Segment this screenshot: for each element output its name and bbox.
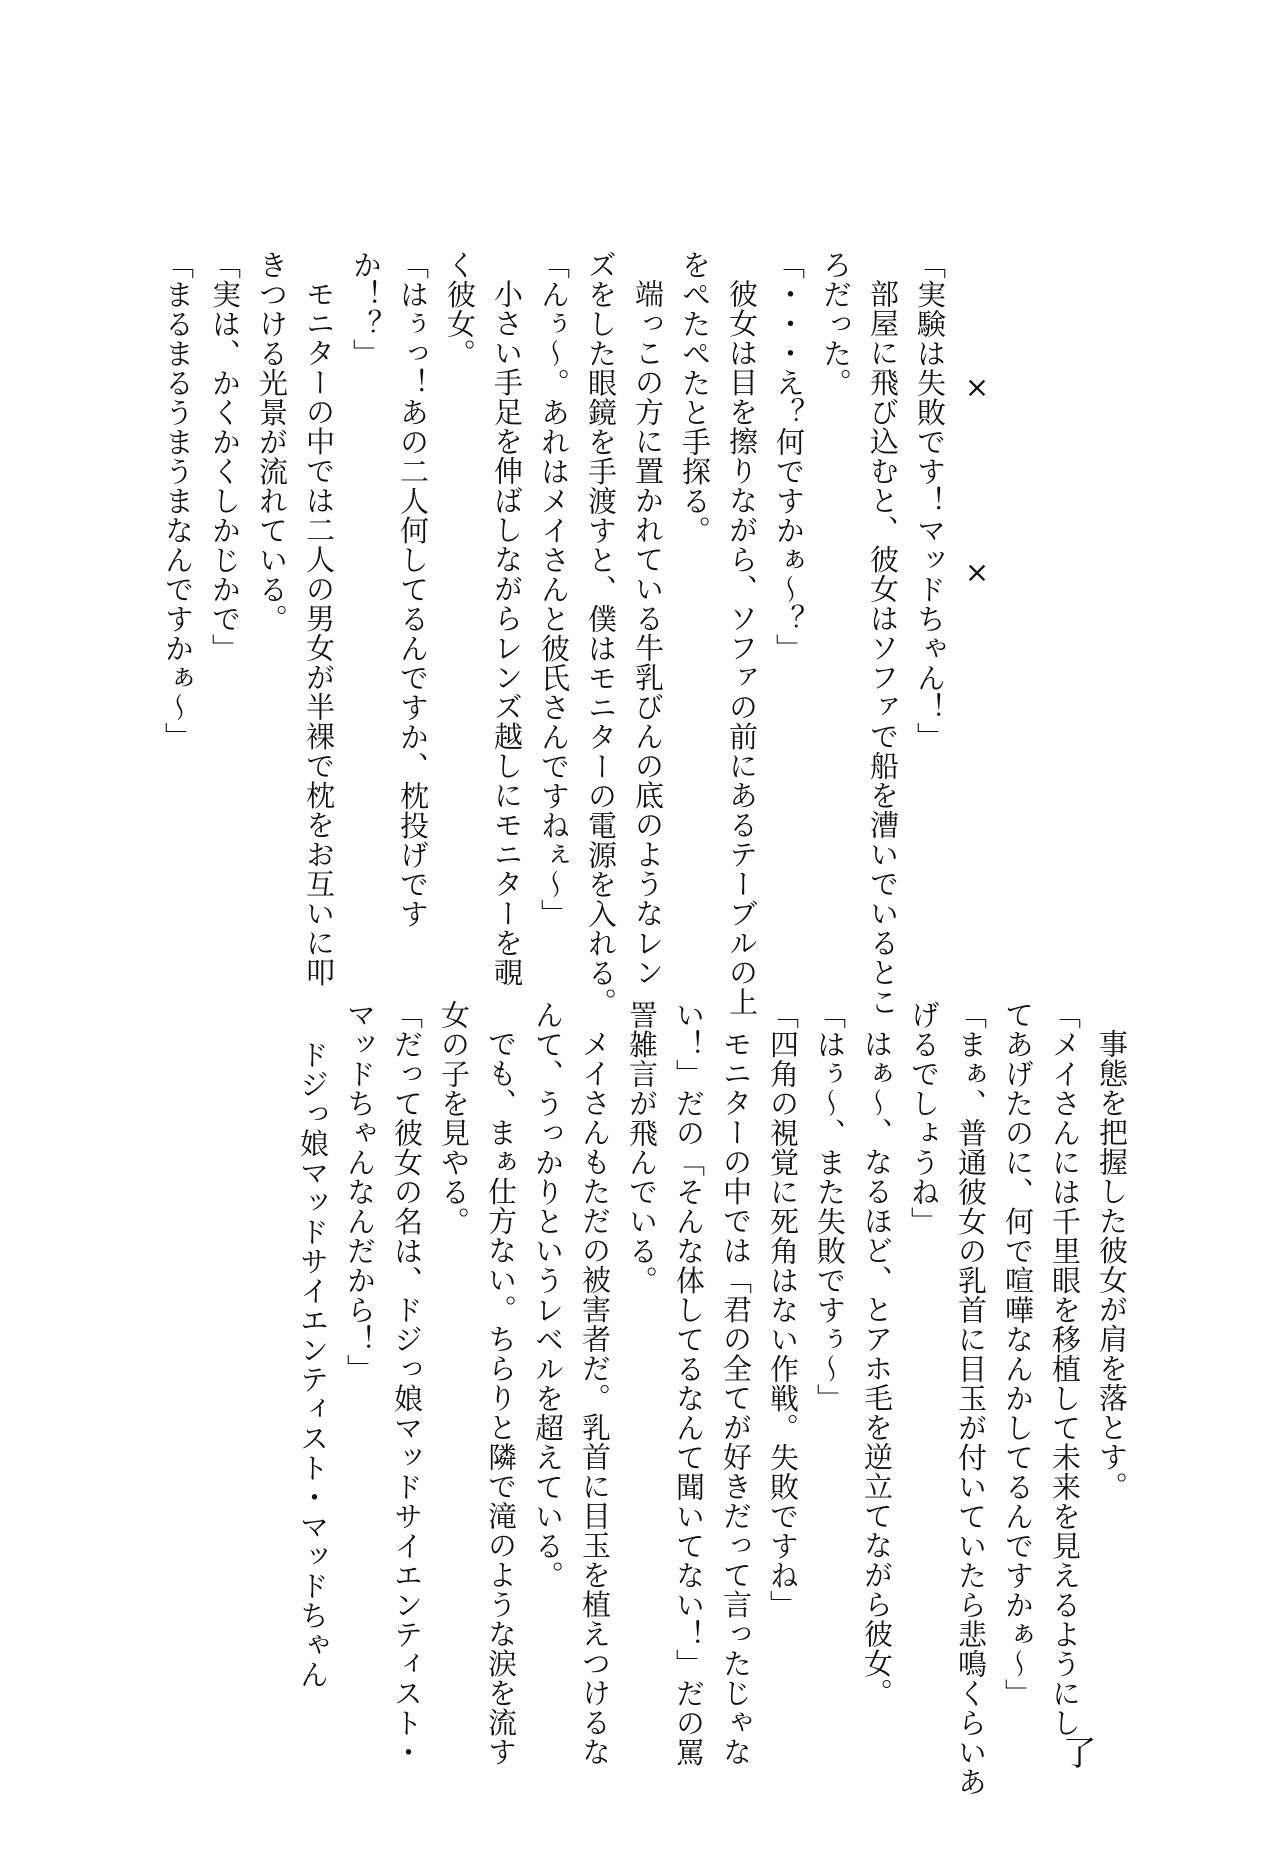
story-line: モニターの中では「君の全てが好きだって言ったじゃな (719, 1029, 753, 1767)
story-line: マッドちゃんなんだから！」 (343, 1000, 377, 1384)
story-line: 「まるまるうまうまなんですかぁ〜」 (161, 250, 195, 752)
story-line: く彼女。 (443, 250, 477, 368)
story-line: ろだった。 (819, 250, 853, 398)
story-line: 「はぅっ！あの二人何してるんですか、枕投げです (396, 250, 430, 929)
story-line: メイさんもただの被害者だ。乳首に目玉を植えつけるな (578, 1029, 612, 1767)
story-line: 「実験は失敗です！マッドちゃん！」 (913, 250, 947, 752)
story-line: 部屋に飛び込むと、彼女はソファで船を漕いでいるとこ (866, 279, 900, 1017)
story-line: 「まぁ、普通彼女の乳首に目玉が付いていたら悲鳴くらいあ (954, 1000, 988, 1797)
story-line: 「四角の視覚に死角はない作戦。失敗ですね」 (766, 1000, 800, 1620)
story-line: い！」だの「そんな体してるなんて聞いてない！」だの罵 (672, 1000, 706, 1767)
story-line: はぁ〜、なるほど、とアホ毛を逆立てながら彼女。 (860, 1029, 894, 1708)
story-line: 「はぅ〜、また失敗ですぅ〜」 (813, 1000, 847, 1413)
story-title-byline (289, 1000, 336, 1760)
story-line: 「メイさんには千里眼を移植して未来を見えるようにし (1048, 1000, 1082, 1738)
story-line: か！？」 (349, 250, 383, 368)
scene-separator (953, 250, 1000, 970)
story-line: きつける光景が流れている。 (255, 250, 289, 634)
story-line: んて、うっかりというレベルを超えている。 (531, 1000, 565, 1590)
separator-mark: × (960, 370, 994, 405)
byline-text: ドジっ娘マッドサイエンティスト・マッドちゃん (296, 1040, 330, 1689)
story-line: をぺたぺたと手探る。 (678, 250, 712, 545)
story-line: 「だって彼女の名は、ドジっ娘マッドサイエンティスト・ (390, 1000, 424, 1767)
separator-mark: × (960, 554, 994, 589)
story-line: げるでしょうね」 (907, 1000, 941, 1236)
story-line: モニターの中では二人の男女が半裸で枕をお互いに叩 (302, 279, 336, 987)
story-line: 詈雑言が飛んでいる。 (625, 1000, 659, 1295)
story-line: でも、まぁ仕方ない。ちらりと隣で滝のような涙を流す (484, 1029, 518, 1767)
story-line: 事態を把握した彼女が肩を落とす。 (1095, 1029, 1129, 1501)
story-line: 「・・・え？何ですかぁ〜？」 (772, 250, 806, 663)
end-mark: 了 (1056, 1735, 1096, 1769)
story-line: 「んぅ〜。あれはメイさんと彼氏さんですねぇ〜」 (537, 250, 571, 929)
story-line: 端っこの方に置かれている牛乳びんの底のようなレン (631, 279, 665, 987)
story-line: 小さい手足を伸ばしながらレンズ越しにモニターを覗 (490, 279, 524, 987)
story-line: 彼女は目を擦りながら、ソファの前にあるテーブルの上 (725, 279, 759, 1017)
story-line: ズをした眼鏡を手渡すと、僕はモニターの電源を入れる。 (584, 250, 618, 1017)
story-line: 女の子を見やる。 (437, 1000, 471, 1236)
story-block-top (154, 250, 1000, 1017)
story-line: 「実は、かくかくしかじかで」 (208, 250, 242, 663)
story-block-bottom (289, 1000, 1135, 1797)
story-line: てあげたのに、何で喧嘩なんかしてるんですかぁ〜」 (1001, 1000, 1035, 1708)
